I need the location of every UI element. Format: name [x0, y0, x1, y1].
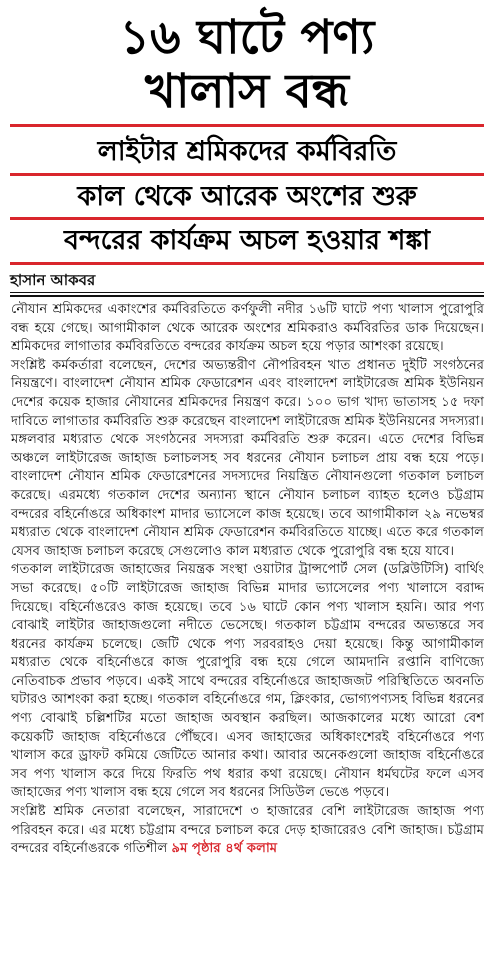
red-divider [10, 173, 484, 176]
paragraph: সংশ্লিষ্ট কর্মকর্তারা বলেছেন, দেশের অভ্যন্তরীণ নৌপরিবহন খাত প্রধানত দুইটি সংগঠনের নিয়ন্ত্রণে। বাংলাদেশ নৌযান শ্রমিক ফেডারেশন এবং বাংলাদেশ লাইটারেজ শ্রমিক ইউনিয়ন দেশের কয়েক হাজার নৌযানের শ্রমিকদের নিয়ন্ত্রণ করে। ১০০ ভাগ খাদ্য ভাতাসহ ১৫ দফা দাবিতে লাগাতার কর্মবিরতি শুরু করেছেন বাংলাদেশ লাইটারেজ শ্রমিক ইউনিয়নের সদস্যরা। মঙ্গলবার মধ্যরাত থেকে সংগঠনের সদস্যরা কর্মবিরতি শুরু করেন। এতে দেশের বিভিন্ন অঞ্চলে লাইটারেজ জাহাজ চলাচলসহ সব ধরনের নৌযান চলাচল প্রায় বন্ধ হয়ে পড়ে। বাংলাদেশ নৌযান শ্রমিক ফেডারেশনের সদস্যদের নিয়ন্ত্রিত নৌযানগুলো গতকাল চলাচল করেছে। এরমধ্যে গতকাল দেশের অন্যান্য স্থানে নৌযান চলাচল ব্যাহত হলেও চট্টগ্রাম বন্দরের বহির্নোঙরে অধিকাংশ মাদার ভ্যাসেলে কাজ হয়েছে। তবে আগামীকাল ২৯ নভেম্বর মধ্যরাত থেকে বাংলাদেশ নৌযান শ্রমিক ফেডারেশন কর্মবিরতিতে যাচ্ছে। এতে করে গতকাল যেসব জাহাজ চলাচল করেছে সেগুলোও কাল মধ্যরাত থেকে পুরোপুরি বন্ধ হয়ে যাবে। [11, 357, 484, 559]
subhead-3: বন্দরের কার্যক্রম অচল হওয়ার শঙ্কা [63, 225, 431, 256]
article-body [11, 301, 484, 859]
headline-line-2: খালাস বন্ধ [145, 64, 349, 119]
paragraph-text: সংশ্লিষ্ট শ্রমিক নেতারা বলেছেন, সারাদেশে ৩ হাজারের বেশি লাইটারেজ জাহাজ পণ্য পরিবহন করে। এর মধ্যে চট্টগ্রাম বন্দরে চলাচল করে দেড় হাজারেরও বেশি জাহাজ। চট্টগ্রাম বন্দরের বহির্নোঙরকে গতিশীল [11, 804, 484, 857]
headline-line-1: ১৬ ঘাটে পণ্য [119, 10, 375, 65]
red-divider [10, 124, 484, 127]
red-divider [10, 262, 484, 265]
red-divider [10, 217, 484, 220]
byline-divider [10, 295, 484, 297]
paragraph: নৌযান শ্রমিকদের একাংশের কর্মবিরতিতে কর্ণফুলী নদীর ১৬টি ঘাটে পণ্য খালাস পুরোপুরি বন্ধ হয়ে গেছে। আগামীকাল থেকে আরেক অংশের শ্রমিকরাও কর্মবিরতির ডাক দিয়েছেন। শ্রমিকদের লাগাতার কর্মবিরতিতে বন্দরের কার্যক্রম অচল হয়ে পড়ার আশংকা রয়েছে। [11, 302, 484, 355]
paragraph: গতকাল লাইটারেজ জাহাজের নিয়ন্ত্রক সংস্থা ওয়াটার ট্রান্সপোর্ট সেল (ডব্লিউটিসি) বার্থিং সভা করেছে। ৫০টি লাইটারেজ জাহাজ বিভিন্ন মাদার ভ্যাসেলের পণ্য খালাসে বরাদ্দ দিয়েছে। বহির্নোঙরেও কাজ হয়েছে। তবে ১৬ ঘাটে কোন পণ্য খালাস হয়নি। আর পণ্য বোঝাই লাইটার জাহাজগুলো নদীতে ভেসেছে। গতকাল চট্টগ্রাম বন্দরের অভ্যন্তরে সব ধরনের কার্যক্রম চলেছে। জেটি থেকে পণ্য সরবরাহও দেয়া হয়েছে। কিন্তু আগামীকাল মধ্যরাত থেকে বহির্নোঙরে কাজ পুরোপুরি বন্ধ হয়ে গেলে আমদানি রপ্তানি বাণিজ্যে নেতিবাচক প্রভাব পড়বে। একই সাথে বন্দরের বহির্নোঙরে জাহাজজট পরিস্থিতিতে অবনতি ঘটারও আশংকা করা হচ্ছে। গতকাল বহির্নোঙরে গম, ক্লিংকার, ভোগ্যপণ্যসহ বিভিন্ন ধরনের পণ্য বোঝাই চল্লিশটির মতো জাহাজ অবস্থান করছিল। আজকালের মধ্যে আরো বেশ কয়েকটি জাহাজ বহির্নোঙরে পৌঁছবে। এসব জাহাজের অধিকাংশেরই বহির্নোঙরে পণ্য খালাস করে ড্রাফট কমিয়ে জেটিতে আনার কথা। আবার অনেকগুলো জাহাজ বহির্নোঙরে সব পণ্য খালাস করে দিয়ে ফিরতি পথ ধরার কথা রয়েছে। নৌযান ধর্মঘটের ফলে এসব জাহাজের পণ্য খালাস বন্ধ হয়ে গেলে সব ধরনের সিডিউল ভেঙে পড়বে। [11, 562, 484, 801]
subhead-1: লাইটার শ্রমিকদের কর্মবিরতি [97, 136, 397, 167]
byline: হাসান আকবর [10, 271, 96, 289]
subhead-2: কাল থেকে আরেক অংশের শুরু [77, 181, 417, 212]
continuation-link[interactable]: ৯ম পৃষ্ঠার ৪র্থ কলাম [171, 841, 278, 857]
paragraph [11, 803, 484, 859]
byline-divider [10, 292, 484, 293]
